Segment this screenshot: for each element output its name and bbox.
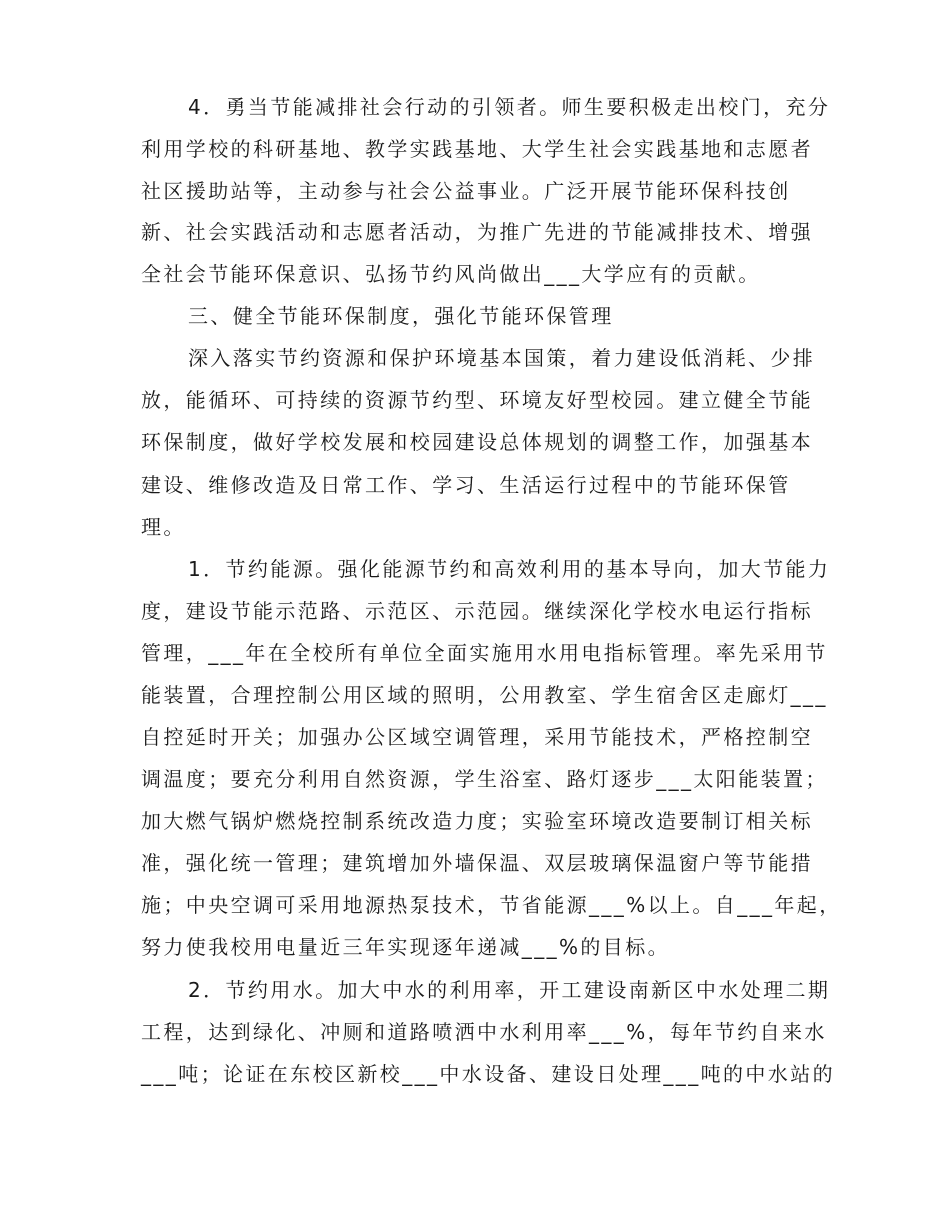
text-line: 理。 — [141, 515, 186, 539]
text-line: 加大燃气锅炉燃烧控制系统改造力度；实验室环境改造要制订相关标 — [141, 809, 813, 833]
text-line: 放，能循环、可持续的资源节约型、环境友好型校园。建立健全节能 — [141, 388, 813, 412]
text-line: 1．节约能源。强化能源节约和高效利用的基本导向，加大节能力 — [188, 557, 831, 581]
text-line: 新、社会实践活动和志愿者活动，为推广先进的节能减排技术、增强 — [141, 220, 813, 244]
text-line: 努力使我校用电量近三年实现逐年递减___%的目标。 — [141, 935, 671, 959]
text-line: ___吨；论证在东校区新校___中水设备、建设日处理___吨的中水站的 — [141, 1062, 835, 1086]
text-line: 调温度；要充分利用自然资源，学生浴室、路灯逐步___太阳能装置； — [141, 767, 828, 791]
text-line: 2．节约用水。加大中水的利用率，开工建设南新区中水处理二期 — [188, 978, 831, 1002]
text-line: 施；中央空调可采用地源热泵技术，节省能源___%以上。自___年起， — [141, 893, 842, 917]
text-line: 度，建设节能示范路、示范区、示范园。继续深化学校水电运行指标 — [141, 599, 813, 623]
text-line: 工程，达到绿化、冲厕和道路喷洒中水利用率___%，每年节约自来水 — [141, 1020, 827, 1044]
text-line: 4．勇当节能减排社会行动的引领者。师生要积极走出校门，充分 — [188, 95, 831, 119]
text-line: 建设、维修改造及日常工作、学习、生活运行过程中的节能环保管 — [141, 473, 791, 497]
text-line: 自控延时开关；加强办公区域空调管理，采用节能技术，严格控制空 — [141, 725, 813, 749]
text-line: 社区援助站等，主动参与社会公益事业。广泛开展节能环保科技创 — [141, 179, 791, 203]
text-line: 准，强化统一管理；建筑增加外墙保温、双层玻璃保温窗户等节能措 — [141, 851, 813, 875]
text-line: 管理，___年在全校所有单位全面实施用水用电指标管理。率先采用节 — [141, 641, 828, 665]
text-line: 环保制度，做好学校发展和校园建设总体规划的调整工作，加强基本 — [141, 430, 813, 454]
text-line: 利用学校的科研基地、教学实践基地、大学生社会实践基地和志愿者 — [141, 137, 813, 161]
section-heading: 三、健全节能环保制度，强化节能环保管理 — [188, 304, 614, 328]
text-line: 深入落实节约资源和保护环境基本国策，着力建设低消耗、少排 — [188, 346, 816, 370]
text-line: 能装置，合理控制公用区域的照明，公用教室、学生宿舍区走廊灯___ — [141, 683, 828, 707]
text-line: 全社会节能环保意识、弘扬节约风尚做出___大学应有的贡献。 — [141, 262, 761, 286]
